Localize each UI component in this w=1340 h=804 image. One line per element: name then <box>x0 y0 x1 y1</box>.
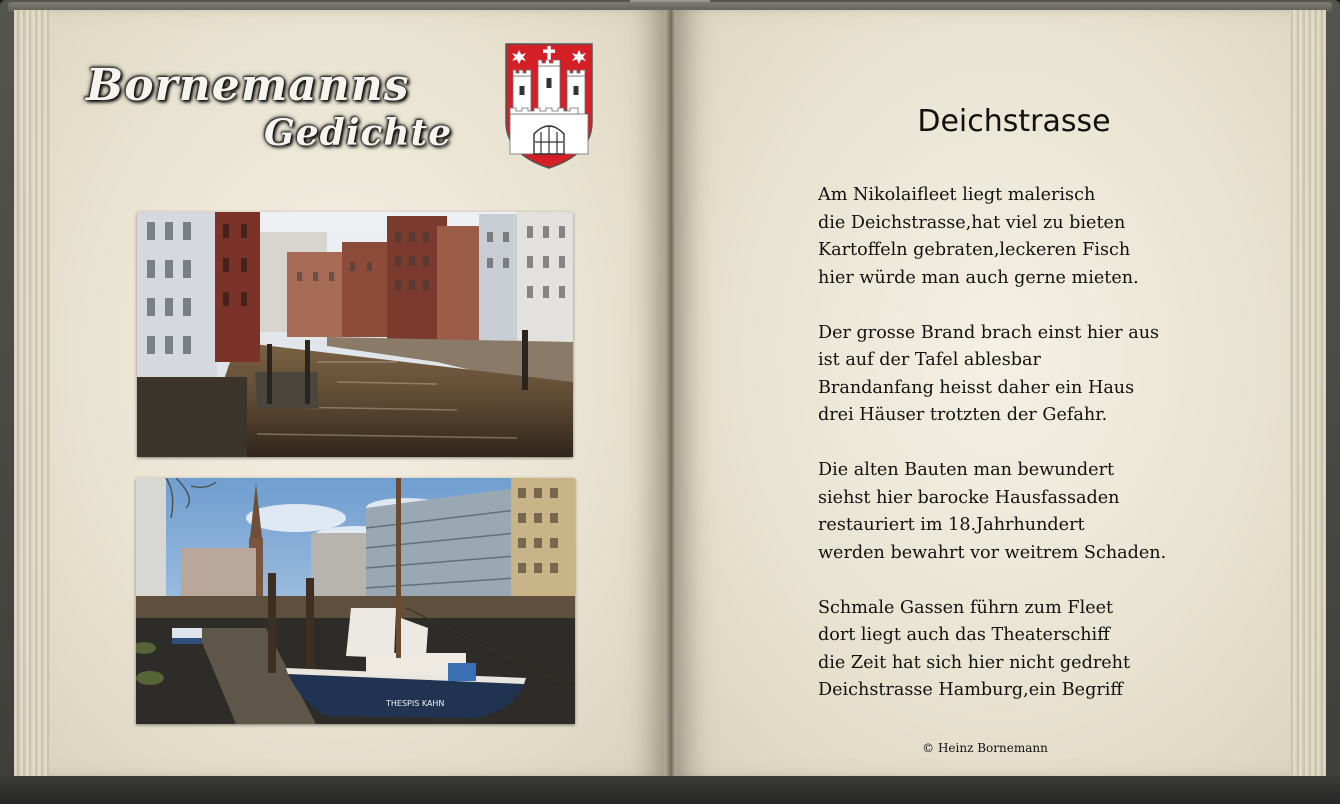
poem-line: Die alten Bauten man bewundert <box>818 460 1115 480</box>
poem-line: ist auf der Tafel ablesbar <box>818 350 1041 370</box>
right-page-leaves <box>1290 10 1326 776</box>
poem-stanza <box>818 457 1248 567</box>
poem-line: Deichstrasse Hamburg,ein Begriff <box>818 680 1123 700</box>
brand-line-1: Bornemanns <box>86 60 410 111</box>
poem-line: Brandanfang heisst daher ein Haus <box>818 377 1135 398</box>
poem-line: restauriert im 18.Jahrhundert <box>818 515 1085 535</box>
poem-line: Schmale Gassen führn zum Fleet <box>818 597 1114 618</box>
poem-line: siehst hier barocke Hausfassaden <box>818 487 1120 508</box>
hamburg-coat-of-arms-icon <box>502 42 596 170</box>
poem-stanza <box>818 320 1248 430</box>
poem-line: Am Nikolaifleet liegt malerisch <box>818 185 1096 205</box>
poem-body <box>818 182 1248 732</box>
book-spine <box>664 10 676 776</box>
poem-line: dort liegt auch das Theaterschiff <box>818 625 1110 645</box>
copyright-notice: © Heinz Bornemann <box>922 741 1048 755</box>
photo-deichstrasse-canal <box>137 212 573 457</box>
left-page-leaves <box>14 10 50 776</box>
boat-name-label: THESPIS KAHN <box>386 699 445 708</box>
poem-line: Kartoffeln gebraten,leckeren Fisch <box>818 240 1131 260</box>
poem-line: Der grosse Brand brach einst hier aus <box>818 322 1160 343</box>
brand-logo <box>80 56 480 166</box>
photo-theaterschiff <box>136 478 575 724</box>
poem-stanza <box>818 182 1248 292</box>
book-bottom-edge <box>0 776 1340 804</box>
poem-line: werden bewahrt vor weitrem Schaden. <box>818 542 1167 563</box>
poem-line: die Deichstrasse,hat viel zu bieten <box>818 212 1126 233</box>
poem-stanza <box>818 595 1248 705</box>
poem-title: Deichstrasse <box>917 104 1111 139</box>
poem-line: drei Häuser trotzten der Gefahr. <box>818 405 1108 425</box>
brand-line-2: Gedichte <box>264 112 453 154</box>
poem-line: die Zeit hat sich hier nicht gedreht <box>818 652 1131 673</box>
poem-line: hier würde man auch gerne mieten. <box>818 267 1139 288</box>
